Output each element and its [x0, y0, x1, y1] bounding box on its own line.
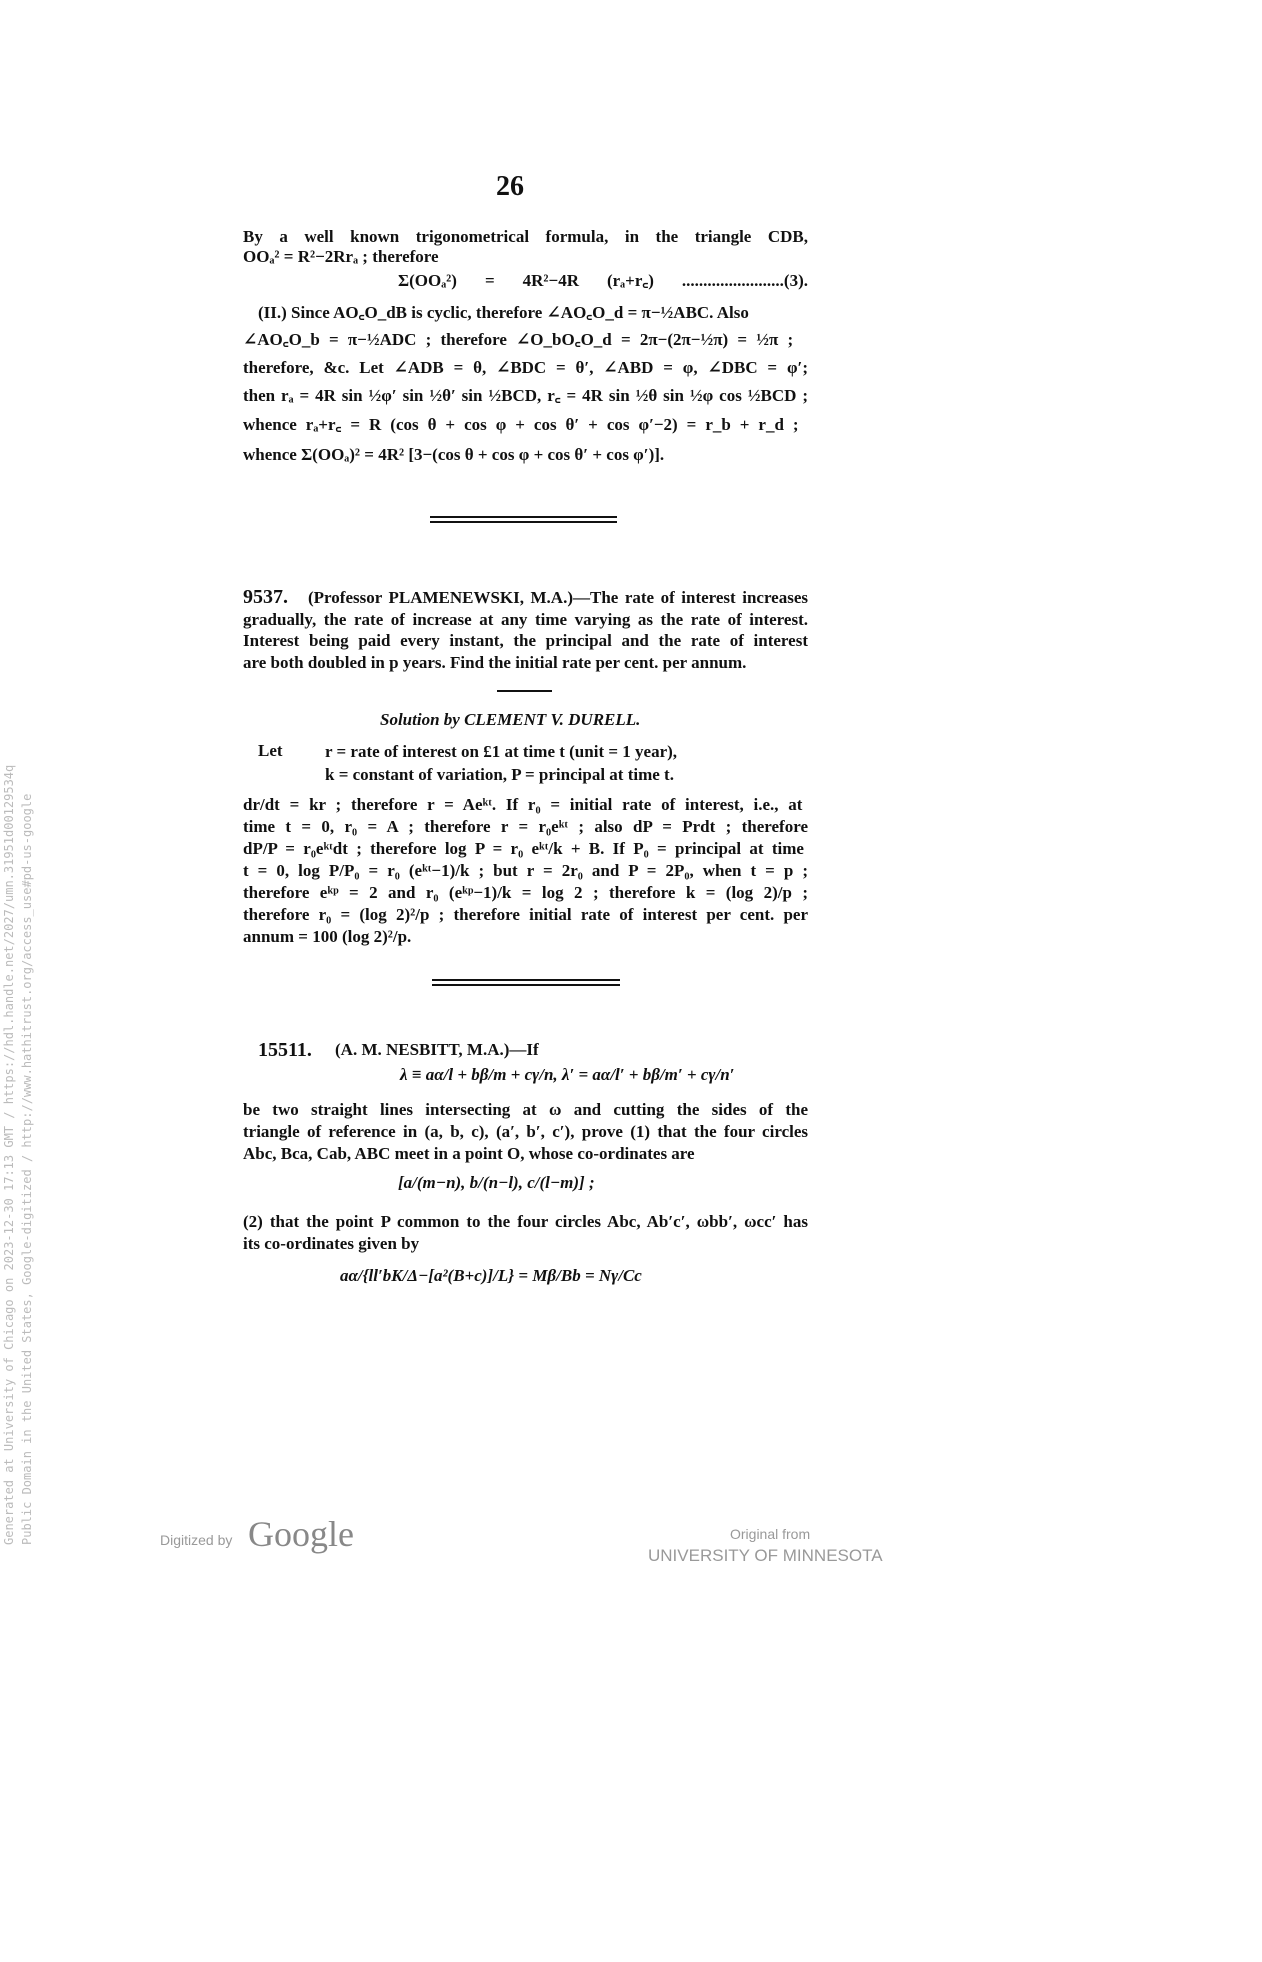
problem-statement: be two straight lines intersecting at ω and cutting the sides of the	[243, 1100, 808, 1119]
text-line: therefore, &c. Let ∠ADB = θ, ∠BDC = θ′, ∠ABD = φ, ∠DBC = φ′;	[243, 358, 808, 377]
problem-statement: are both doubled in p years. Find the initial rate per cent. per annum.	[243, 653, 747, 672]
problem-statement: triangle of reference in (a, b, c), (a′, b′, c′), prove (1) that the four circles	[243, 1122, 808, 1141]
solution-line: dr/dt = kr ; therefore r = Aeᵏᵗ. If r₀ = initial rate of interest, i.e., at	[243, 795, 803, 814]
watermark-line1: Generated at University of Chicago on 2023-12-30 17:13 GMT / https://hdl.handle.net/2027/umn.31951d00129534q	[2, 764, 16, 1545]
double-rule-top	[432, 979, 620, 981]
problem-statement: (2) that the point P common to the four circles Abc, Ab′c′, ωbb′, ωcc′ has	[243, 1212, 808, 1231]
short-rule	[497, 690, 552, 692]
definition: r = rate of interest on £1 at time t (unit = 1 year),	[325, 742, 678, 761]
solution-line: dP/P = r₀eᵏᵗdt ; therefore log P = r₀ eᵏᵗ/k + B. If P₀ = principal at time	[243, 839, 804, 858]
equation: λ ≡ aα/l + bβ/m + cγ/n, λ′ = aα/l′ + bβ/m′ + cγ/n′	[400, 1065, 735, 1084]
double-rule-top	[430, 516, 617, 518]
problem-statement: gradually, the rate of increase at any time varying as the rate of interest.	[243, 610, 808, 629]
problem-statement: Interest being paid every instant, the principal and the rate of interest	[243, 631, 808, 650]
text-line: whence Σ(OOₐ)² = 4R² [3−(cos θ + cos φ + cos θ′ + cos φ′)].	[243, 445, 665, 464]
problem-statement: (Professor PLAMENEWSKI, M.A.)—The rate of interest increases	[308, 588, 808, 607]
page-number: 26	[496, 171, 524, 202]
problem-statement: Abc, Bca, Cab, ABC meet in a point O, whose co-ordinates are	[243, 1144, 695, 1163]
problem-heading: (A. M. NESBITT, M.A.)—If	[335, 1040, 539, 1059]
original-from-label: Original from	[730, 1526, 811, 1542]
text-line: then rₐ = 4R sin ½φ′ sin ½θ′ sin ½BCD, r꜀ = 4R sin ½θ sin ½φ cos ½BCD ;	[243, 386, 808, 405]
equation-3: Σ(OOₐ²) = 4R²−4R (rₐ+r꜀) ........................(3).	[398, 271, 808, 290]
solution-line: t = 0, log P/P₀ = r₀ (eᵏᵗ−1)/k ; but r = 2r₀ and P = 2P₀, when t = p ;	[243, 861, 808, 880]
problem-number: 9537.	[243, 586, 288, 608]
problem-number: 15511.	[258, 1039, 312, 1061]
text-line: whence rₐ+r꜀ = R (cos θ + cos φ + cos θ′ + cos φ′−2) = r_b + r_d ;	[243, 415, 799, 434]
solution-line: therefore r₀ = (log 2)²/p ; therefore initial rate of interest per cent. per	[243, 905, 808, 924]
watermark-line2: Public Domain in the United States, Google-digitized / http://www.hathitrust.org/access_use#pd-us-google	[20, 793, 34, 1545]
solution-byline: Solution by CLEMENT V. DURELL.	[380, 710, 641, 729]
double-rule-bottom	[432, 984, 620, 986]
text-line: By a well known trigonometrical formula, in the triangle CDB,	[243, 227, 808, 246]
double-rule-bottom	[430, 521, 617, 523]
institution-label: UNIVERSITY OF MINNESOTA	[648, 1546, 883, 1565]
coordinates: [a/(m−n), b/(n−l), c/(l−m)] ;	[398, 1173, 595, 1192]
text-line: OOₐ² = R²−2Rrₐ ; therefore	[243, 247, 439, 266]
solution-line: time t = 0, r₀ = A ; therefore r = r₀eᵏᵗ ; also dP = Prdt ; therefore	[243, 817, 808, 836]
text-line: (II.) Since AO꜀O_dB is cyclic, therefore ∠AO꜀O_d = π−½ABC. Also	[258, 303, 749, 322]
google-logo: Google	[248, 1514, 354, 1554]
let-label: Let	[258, 741, 283, 760]
final-equation: aα/{ll′bK/Δ−[a²(B+c)]/L} = Mβ/Bb = Nγ/Cc	[340, 1266, 642, 1285]
solution-line: therefore eᵏᵖ = 2 and r₀ (eᵏᵖ−1)/k = log 2 ; therefore k = (log 2)/p ;	[243, 883, 808, 902]
problem-statement: its co-ordinates given by	[243, 1234, 420, 1253]
digitized-by-label: Digitized by	[160, 1532, 233, 1548]
definition: k = constant of variation, P = principal at time t.	[325, 765, 674, 784]
text-line: ∠AO꜀O_b = π−½ADC ; therefore ∠O_bO꜀O_d = 2π−(2π−½π) = ½π ;	[243, 330, 794, 349]
solution-line: annum = 100 (log 2)²/p.	[243, 927, 412, 946]
